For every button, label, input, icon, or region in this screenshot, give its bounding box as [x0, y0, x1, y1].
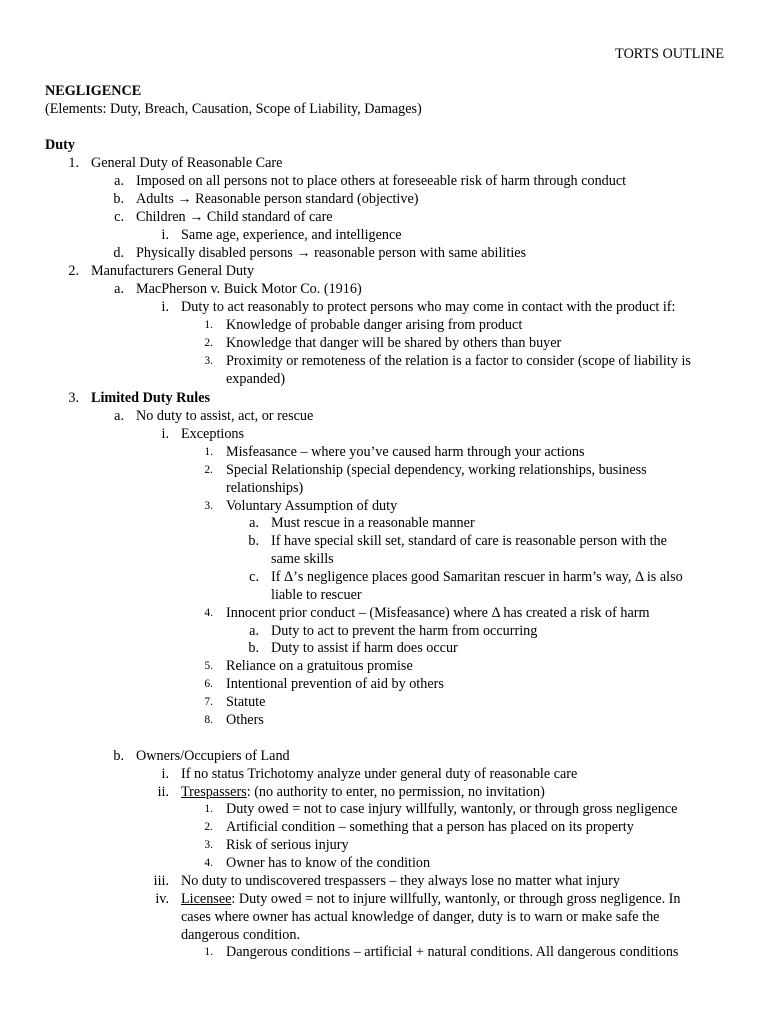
- outline-item: same skills: [271, 551, 334, 567]
- outline-item: [181, 783, 545, 801]
- outline-item: Knowledge that danger will be shared by others than buyer: [226, 335, 562, 351]
- outline-label: a.: [114, 173, 124, 189]
- outline-item: Intentional prevention of aid by others: [226, 676, 444, 692]
- outline-item: General Duty of Reasonable Care: [91, 155, 283, 171]
- outline-label: iv.: [155, 891, 169, 907]
- outline-item: Imposed on all persons not to place others at foreseeable risk of harm through conduct: [136, 173, 627, 189]
- outline-label: 2.: [204, 464, 213, 476]
- outline-item: Duty to assist if harm does occur: [271, 640, 458, 656]
- outline-label: b.: [113, 191, 124, 207]
- outline-item: Duty to act reasonably to protect persons who may come in contact with the product if:: [181, 299, 676, 315]
- term-separator: :: [231, 891, 239, 907]
- outline-label: 2.: [68, 263, 79, 279]
- section-heading: Duty: [45, 137, 75, 153]
- elements-line: (Elements: Duty, Breach, Causation, Scope of Liability, Damages): [45, 101, 422, 117]
- outline-label: 1.: [204, 946, 213, 958]
- outline-label: c.: [249, 569, 259, 585]
- outline-item: Physically disabled persons → reasonable person with same abilities: [136, 245, 527, 261]
- outline-item: Proximity or remoteness of the relation is a factor to consider (scope of liability is: [226, 353, 691, 369]
- outline-label: 4.: [204, 857, 213, 869]
- outline-label: c.: [114, 209, 124, 225]
- outline-label: 3.: [204, 500, 213, 512]
- outline-label: 5.: [204, 660, 213, 672]
- outline-label: 8.: [204, 714, 213, 726]
- outline-label: i.: [161, 426, 169, 442]
- outline-item: Owner has to know of the condition: [226, 855, 431, 871]
- item-text: Duty owed = not to injure willfully, wantonly, or through gross negligence. In: [238, 891, 681, 907]
- outline-label: 4.: [204, 607, 213, 619]
- outline-label: 3.: [204, 839, 213, 851]
- outline-item: Voluntary Assumption of duty: [226, 498, 398, 514]
- outline-label: d.: [113, 245, 124, 261]
- outline-item: If have special skill set, standard of care is reasonable person with the: [271, 533, 667, 549]
- defined-term: Trespassers: [181, 784, 247, 800]
- outline-item: relationships): [226, 480, 304, 496]
- outline-label: 6.: [204, 678, 213, 690]
- outline-item: If no status Trichotomy analyze under general duty of reasonable care: [181, 766, 578, 782]
- doc-title: NEGLIGENCE: [45, 83, 142, 99]
- outline-item: Limited Duty Rules: [91, 390, 211, 406]
- outline-item: Same age, experience, and intelligence: [181, 227, 402, 243]
- outline-label: a.: [114, 408, 124, 424]
- outline-item: Owners/Occupiers of Land: [136, 748, 290, 764]
- outline-label: 1.: [204, 803, 213, 815]
- outline-item: Others: [226, 712, 264, 728]
- outline-label: ii.: [157, 784, 169, 800]
- outline-label: 7.: [204, 696, 213, 708]
- item-text: (no authority to enter, no permission, no invitation): [254, 784, 545, 800]
- outline-label: b.: [248, 640, 259, 656]
- page-header: TORTS OUTLINE: [615, 46, 724, 62]
- outline-item: liable to rescuer: [271, 587, 362, 603]
- outline-item: Artificial condition – something that a person has placed on its property: [226, 819, 634, 835]
- outline-item: MacPherson v. Buick Motor Co. (1916): [136, 281, 362, 297]
- outline-label: b.: [248, 533, 259, 549]
- outline-item: expanded): [226, 371, 286, 387]
- outline-label: i.: [161, 766, 169, 782]
- outline-label: a.: [114, 281, 124, 297]
- outline-item: Statute: [226, 694, 266, 710]
- outline-label: 2.: [204, 337, 213, 349]
- outline-item: Misfeasance – where you’ve caused harm through your actions: [226, 444, 585, 460]
- outline-item: Exceptions: [181, 426, 245, 442]
- outline-label: iii.: [153, 873, 169, 889]
- outline-label: 1.: [204, 319, 213, 331]
- term-separator: :: [246, 784, 255, 800]
- outline-item: Risk of serious injury: [226, 837, 349, 853]
- outline-item: Knowledge of probable danger arising from product: [226, 317, 523, 333]
- outline-item: No duty to undiscovered trespassers – they always lose no matter what injury: [181, 873, 620, 889]
- outline-item: Reliance on a gratuitous promise: [226, 658, 413, 674]
- outline-label: 2.: [204, 821, 213, 833]
- outline-label: a.: [249, 515, 259, 531]
- outline-label: i.: [161, 227, 169, 243]
- outline-item: Manufacturers General Duty: [91, 263, 255, 279]
- outline-label: 1.: [204, 446, 213, 458]
- outline-item: [181, 890, 681, 908]
- outline-item: dangerous condition.: [181, 927, 300, 943]
- outline-item: cases where owner has actual knowledge of danger, duty is to warn or make safe the: [181, 909, 660, 925]
- outline-item: Children → Child standard of care: [136, 209, 333, 225]
- outline-item: Special Relationship (special dependency, working relationships, business: [226, 462, 647, 478]
- outline-label: b.: [113, 748, 124, 764]
- outline-label: 3.: [204, 355, 213, 367]
- outline-item: Must rescue in a reasonable manner: [271, 515, 475, 531]
- outline-item: If Δ’s negligence places good Samaritan rescuer in harm’s way, Δ is also: [271, 569, 683, 585]
- outline-item: No duty to assist, act, or rescue: [136, 408, 314, 424]
- outline-label: a.: [249, 623, 259, 639]
- outline-label: i.: [161, 299, 169, 315]
- defined-term: Licensee: [181, 891, 232, 907]
- outline-label: 1.: [68, 155, 79, 171]
- outline-item: Duty owed = not to case injury willfully, wantonly, or through gross negligence: [226, 801, 678, 817]
- outline-item: Innocent prior conduct – (Misfeasance) where Δ has created a risk of harm: [226, 605, 650, 621]
- outline-item: Duty to act to prevent the harm from occurring: [271, 623, 538, 639]
- outline-label: 3.: [68, 390, 79, 406]
- outline-item: Adults → Reasonable person standard (objective): [136, 191, 419, 207]
- outline-item: Dangerous conditions – artificial + natural conditions. All dangerous conditions: [226, 944, 679, 960]
